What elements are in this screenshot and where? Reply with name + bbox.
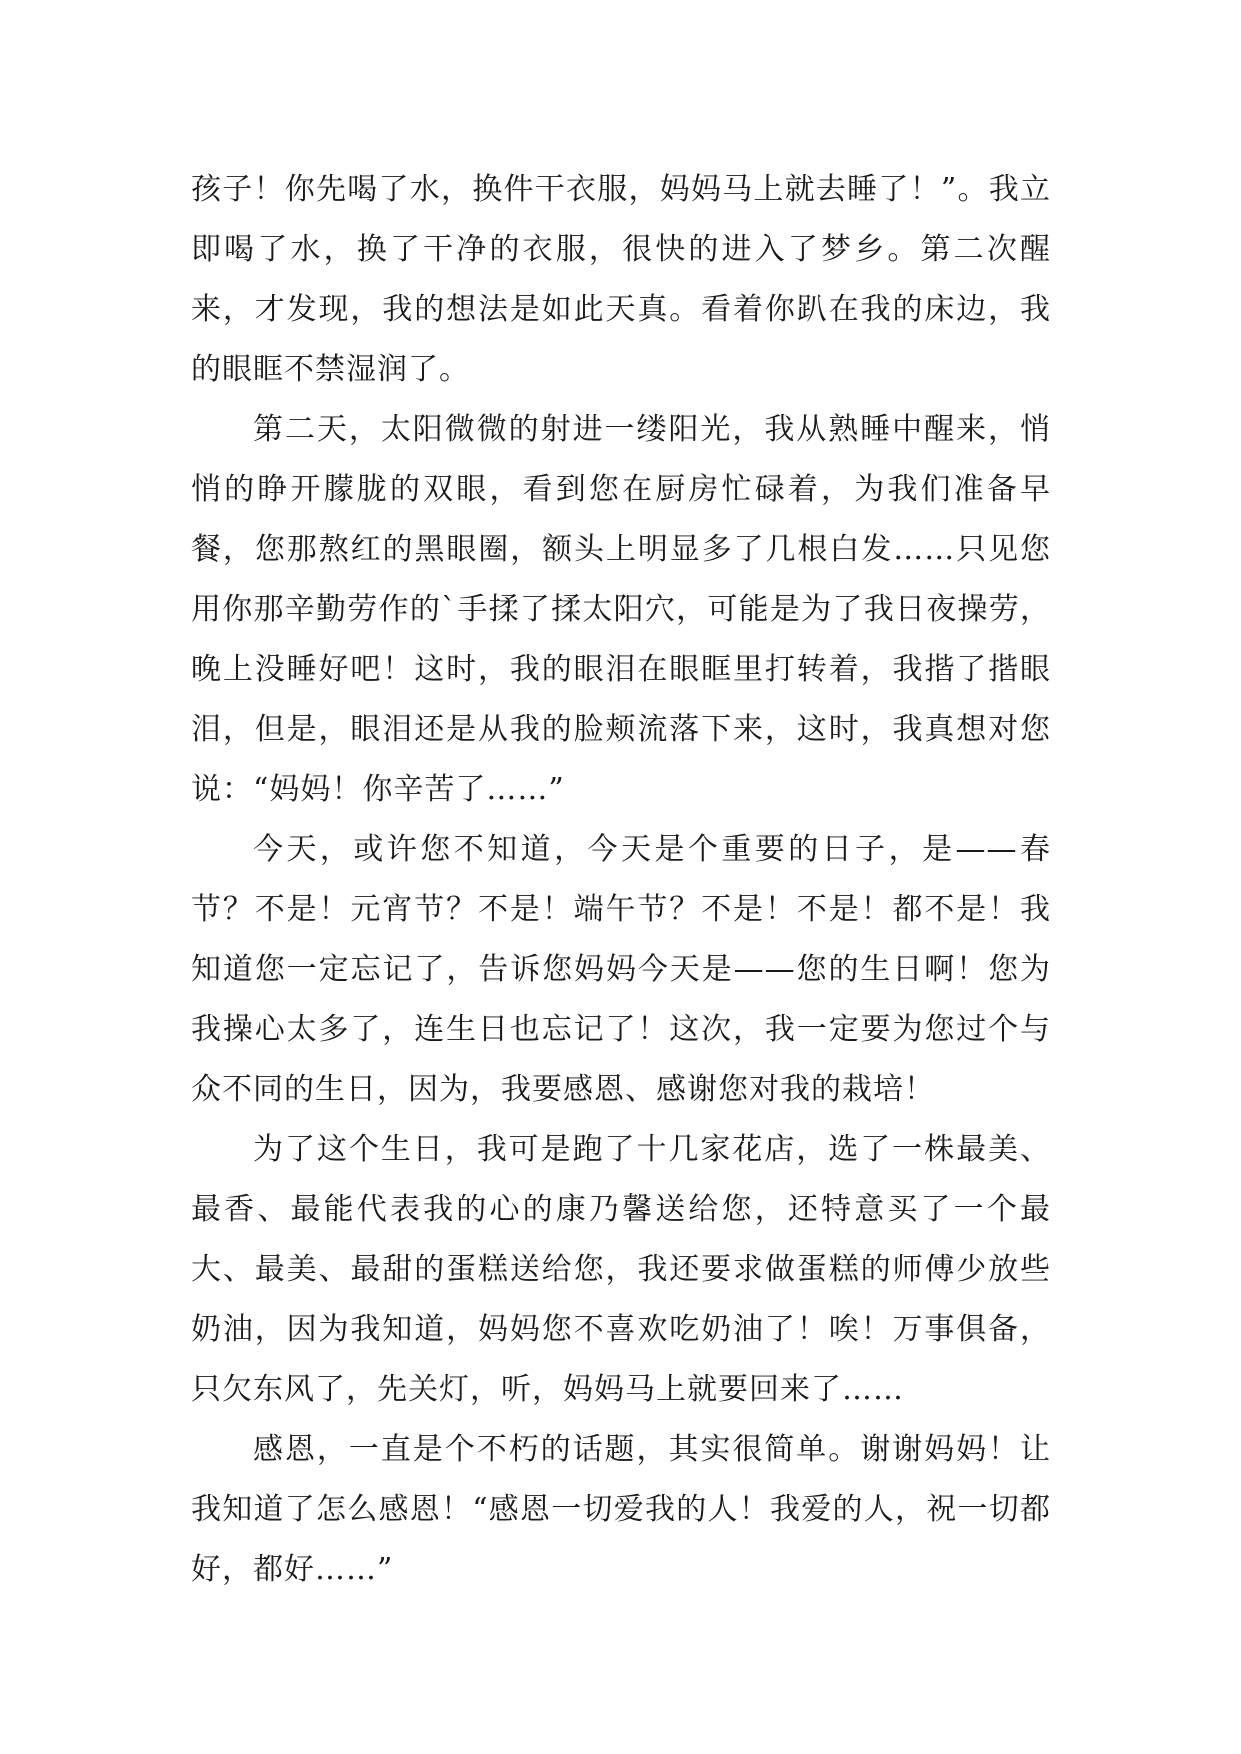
paragraph-second-day: 第二天，太阳微微的射进一缕阳光，我从熟睡中醒来，悄悄的睁开朦胧的双眼，看到您在厨房忙碌着，为我们准备早餐，您那熬红的黑眼圈，额头上明显多了几根白发……只见您用你那辛勤劳作的`手揉了揉太阳穴，可能是为了我日夜操劳，晚上没睡好吧！这时，我的眼泪在眼眶里打转着，我揩了揩眼泪，但是，眼泪还是从我的脸颊流落下来，这时，我真想对您说：“妈妈！你辛苦了……” [191,412,1051,807]
paragraph-gratitude: 感恩，一直是个不朽的话题，其实很简单。谢谢妈妈！让我知道了怎么感恩！“感恩一切爱我的人！我爱的人，祝一切都好，都好……” [191,1432,1051,1587]
paragraph-birthday: 今天，或许您不知道，今天是个重要的日子，是——春节？不是！元宵节？不是！端午节？不是！不是！都不是！我知道您一定忘记了，告诉您妈妈今天是——您的生日啊！您为我操心太多了，连生日也忘记了！这次，我一定要为您过个与众不同的生日，因为，我要感恩、感谢您对我的栽培！ [191,832,1051,1107]
paragraph-preparation: 为了这个生日，我可是跑了十几家花店，选了一株最美、最香、最能代表我的心的康乃馨送给您，还特意买了一个最大、最美、最甜的蛋糕送给您，我还要求做蛋糕的师傅少放些奶油，因为我知道，妈妈您不喜欢吃奶油了！唉！万事俱备，只欠东风了，先关灯，听，妈妈马上就要回来了…… [191,1132,1051,1407]
essay-body [191,160,1051,1600]
paragraph-continued: 孩子！你先喝了水，换件干衣服，妈妈马上就去睡了！”。我立即喝了水，换了干净的衣服，很快的进入了梦乡。第二次醒来，才发现，我的想法是如此天真。看着你趴在我的床边，我的眼眶不禁湿润了。 [191,172,1051,387]
